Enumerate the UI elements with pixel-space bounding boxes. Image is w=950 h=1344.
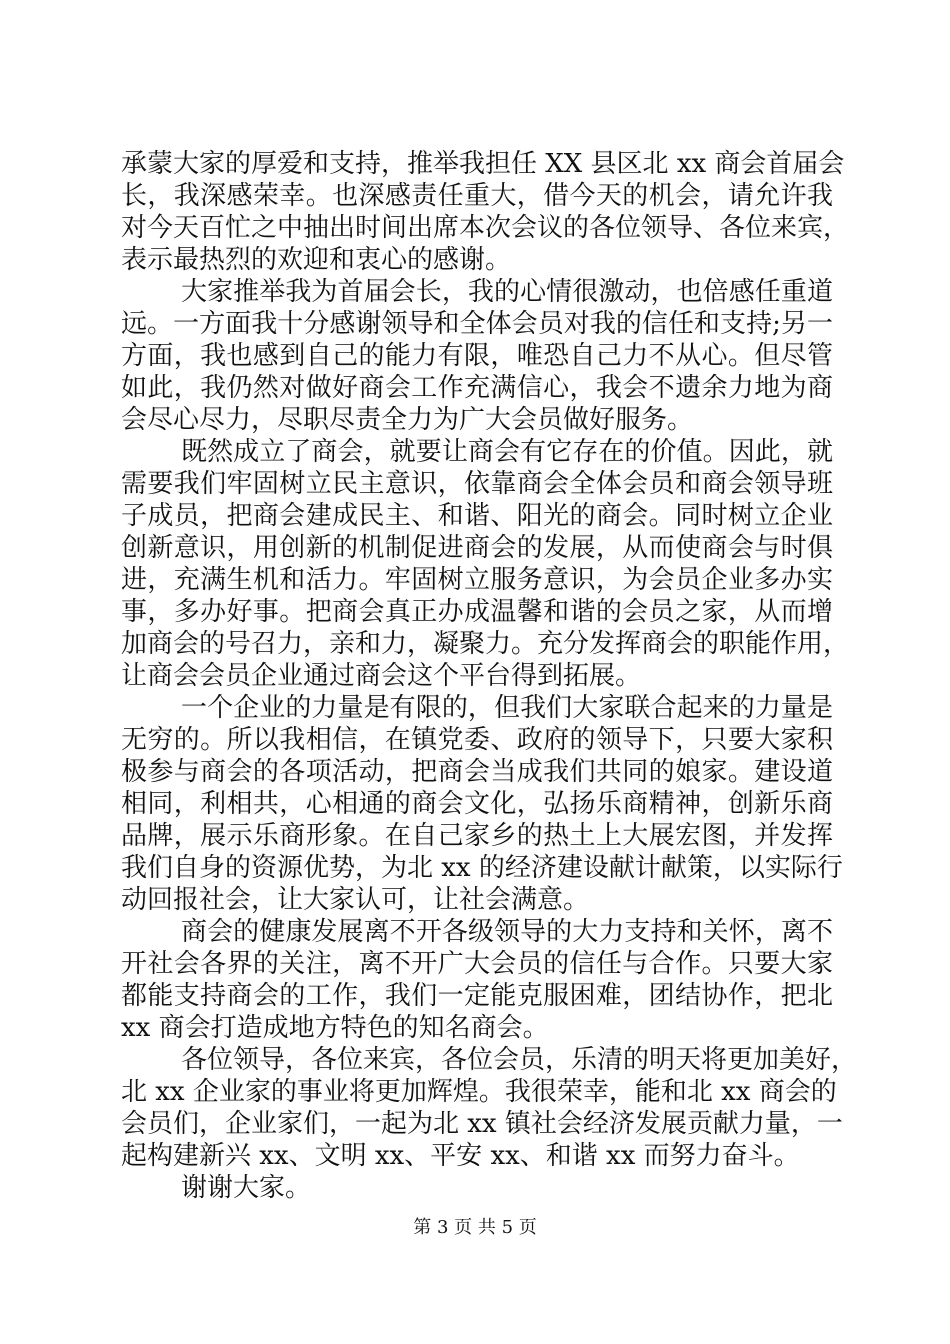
text-line: 相同，利相共，心相通的商会文化，弘扬乐商精神，创新乐商 (121, 789, 833, 819)
text-line: 谢谢大家。 (181, 1173, 312, 1203)
text-line: 商会的健康发展离不开各级领导的大力支持和关怀，离不 (181, 917, 833, 947)
text-line: 承蒙大家的厚爱和支持，推举我担任 XX 县区北 xx 商会首届会 (121, 149, 845, 179)
text-line: 让商会会员企业通过商会这个平台得到拓展。 (121, 661, 642, 691)
document-body (121, 148, 858, 1204)
text-line: 开社会各界的关注，离不开广大会员的信任与合作。只要大家 (121, 949, 833, 979)
text-line: 对今天百忙之中抽出时间出席本次会议的各位领导、各位来宾， (121, 213, 850, 243)
text-line: 各位领导，各位来宾，各位会员，乐清的明天将更加美好， (181, 1045, 858, 1075)
text-line: 长，我深感荣幸。也深感责任重大，借今天的机会，请允许我 (121, 181, 833, 211)
text-line: xx 商会打造成地方特色的知名商会。 (121, 1013, 549, 1043)
text-line: 一个企业的力量是有限的，但我们大家联合起来的力量是 (181, 693, 833, 723)
text-line: 既然成立了商会，就要让商会有它存在的价值。因此，就 (181, 437, 833, 467)
paragraph (121, 692, 843, 916)
text-line: 需要我们牢固树立民主意识，依靠商会全体会员和商会领导班 (121, 469, 833, 499)
text-line: 创新意识，用创新的机制促进商会的发展，从而使商会与时俱 (121, 533, 833, 563)
text-line: 表示最热烈的欢迎和衷心的感谢。 (121, 245, 512, 275)
text-line: 都能支持商会的工作，我们一定能克服困难，团结协作，把北 (121, 981, 833, 1011)
text-line: 会员们，企业家们，一起为北 xx 镇社会经济发展贡献力量，一 (121, 1109, 843, 1139)
text-line: 如此，我仍然对做好商会工作充满信心，我会不遗余力地为商 (121, 373, 833, 403)
text-line: 无穷的。所以我相信，在镇党委、政府的领导下，只要大家积 (121, 725, 833, 755)
text-line: 进，充满生机和活力。牢固树立服务意识，为会员企业多办实 (121, 565, 833, 595)
text-line: 远。一方面我十分感谢领导和全体会员对我的信任和支持;另一 (121, 309, 833, 339)
text-line: 会尽心尽力，尽职尽责全力为广大会员做好服务。 (121, 405, 694, 435)
text-line: 品牌，展示乐商形象。在自己家乡的热土上大展宏图，并发挥 (121, 821, 833, 851)
paragraph (121, 1172, 833, 1204)
text-line: 我们自身的资源优势，为北 xx 的经济建设献计献策，以实际行 (121, 853, 843, 883)
text-line: 加商会的号召力，亲和力，凝聚力。充分发挥商会的职能作用， (121, 629, 850, 659)
page-number: 第 3 页 共 5 页 (413, 1217, 537, 1238)
paragraph (121, 436, 850, 692)
paragraph (121, 916, 833, 1044)
text-line: 北 xx 企业家的事业将更加辉煌。我很荣幸，能和北 xx 商会的 (121, 1077, 837, 1107)
text-line: 方面，我也感到自己的能力有限，唯恐自己力不从心。但尽管 (121, 341, 833, 371)
text-line: 子成员，把商会建成民主、和谐、阳光的商会。同时树立企业 (121, 501, 833, 531)
text-line: 动回报社会，让大家认可，让社会满意。 (121, 885, 590, 915)
text-line: 极参与商会的各项活动，把商会当成我们共同的娘家。建设道 (121, 757, 833, 787)
paragraph (121, 276, 833, 436)
paragraph (121, 1044, 858, 1172)
paragraph (121, 148, 850, 276)
text-line: 起构建新兴 xx、文明 xx、平安 xx、和谐 xx 而努力奋斗。 (121, 1141, 800, 1171)
text-line: 事，多办好事。把商会真正办成温馨和谐的会员之家，从而增 (121, 597, 833, 627)
text-line: 大家推举我为首届会长，我的心情很激动，也倍感任重道 (181, 277, 833, 307)
